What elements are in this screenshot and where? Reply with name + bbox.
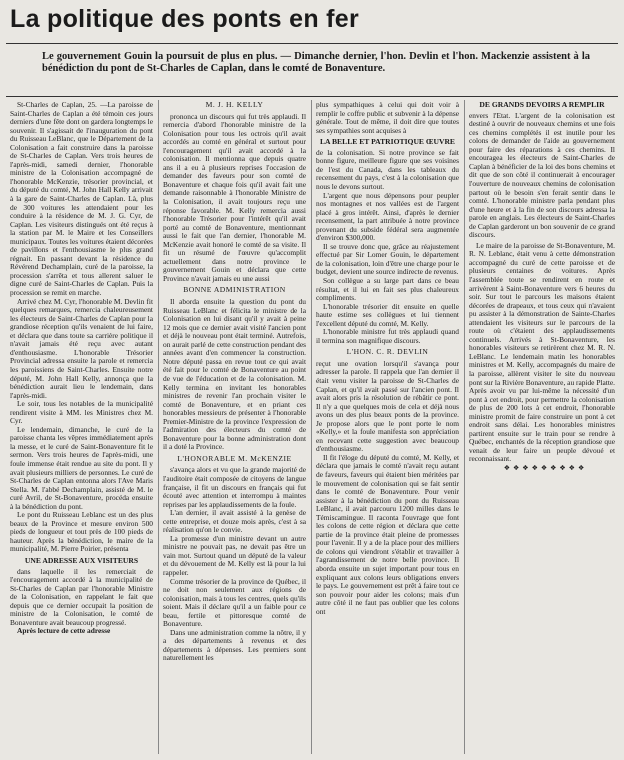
paragraph: dans laquelle il les remerciait de l'encouragement accordé à la municipalité de St-Charles de Caplan par l'honorable Ministre de la Colonisation, en rappelant le fait que depuis que ce dernier occupait la position de ministre de la Colonisation, le comté de Bonaventure avait beaucoup progressé. xyxy=(10,566,153,627)
paragraph: plus sympathiques à celui qui doit voir à remplir le coffre public et subvenir à la dépense générale. Tout de même, il doit dire que toutes ses sympathies sont acquises à xyxy=(316,101,459,135)
subheading: L'HON. C. R. DEVLIN xyxy=(346,347,429,357)
paragraph: La promesse d'un ministre devant un autre ministre ne pouvait pas, ne devait pas être un vain mot. Surtout quand un député de la valeur et du dévouement de M. Kelly est là pour la lui rappeler. xyxy=(163,533,306,577)
column-4 xyxy=(469,101,615,754)
ornament-divider: ❖❖❖❖❖❖❖❖❖ xyxy=(503,464,588,473)
paragraph: de la colonisation. Si notre province se fait bonne figure, meilleure figure que ses voisines de l'est du Canada, dans les tableaux du recensement du pays, c'est à la colonisation que nous le devons surtout. xyxy=(316,147,459,191)
column-divider xyxy=(311,100,312,756)
paragraph: Dans une administration comme la nôtre, il y a des départements à revenus et des départements à dépenses. Les premiers sont naturellement les xyxy=(163,627,306,663)
headline: La politique des ponts en fer xyxy=(10,5,360,33)
page-edge xyxy=(0,754,624,760)
subheading: BONNE ADMINISTRATION xyxy=(183,285,286,295)
column-divider xyxy=(158,100,159,756)
column-1 xyxy=(10,101,153,754)
paragraph: St-Charles de Caplan, 25. —La paroisse de Saint-Charles de Caplan a été témoin ces jours derniers d'une fête dont on gardera longtemps le souvenir. Il s'agissait de l'inauguration du pont du Ruisseau LeBlanc, que le Département de la Colonisation a fait construire dans la paroisse de St-Charles de Caplan. Vers trois heures de l'après-midi, samedi dernier, l'honorable ministre de la Colonisation accompagné de l'honorable McKenzie, trésorier provincial, et du député du comté, M. John Hall Kelly arrivait à la gare de Saint-Charles de Caplan. Là, plus de 300 voitures les attendaient pour les conduire à la résidence de M. J. G. Cyr, de Caplan. Les visiteurs distingués ont été reçus à la station par M. le Maire et les Conseillers municipaux. Toutes les voitures étaient décorées de pavillons et l'enthousiasme le plus grand régnait. En passant devant la résidence du Révérend Dechamplain, curé de la paroisse, la procession s'arrêta et tous allerent saluer le digne curé de Saint-Charles de Caplan. Puis la procession se remit en marche. xyxy=(10,101,153,298)
subheading: L'HONORABLE M. McKENZIE xyxy=(177,453,292,463)
paragraph: Arrivé chez M. Cyr, l'honorable M. Devlin fit quelques remarques, remercia chaleureusement les électeurs de Saint-Charles de Caplan pour la grandiose réception qu'ils venaient de lui faire, et déclara que dans toute sa carrière politique il n'avait jamais été reçu avec autant d'enthousiasme. L'honorable Trésorier Provincial adressa ensuite la parole et remercia les paroissiens de Saint-Charles. Ensuite notre député, M. John Hall Kelly, annonça que la bénédiction aurait lieu le lendemain, dans l'après-midi. xyxy=(10,296,153,400)
paragraph: Le lendemain, dimanche, le curé de la paroisse chanta les vêpres immédiatement après la messe, et le curé de Saint-Bonaventure fit le sermon. Vers trois heures de l'après-midi, une foule immense était rendue au site du pont. Il y avait plusieurs milliers de personnes. Le curé de St-Charles de Caplan entonna alors l'Ave Maris Stella. M. l'abbé Dechamplain, assisté de M. le curé Avril, de St-Bonaventure, procéda ensuite à la bénédiction du pont. xyxy=(10,424,153,511)
column-divider xyxy=(464,100,465,756)
deck: Le gouvernement Gouin la poursuit de plus en plus. — Dimanche dernier, l'hon. Devlin et l'hon. Mackenzie assistent à la bénédiction du pont de St-Charles de Caplan, dans le comté de Bonaventure. xyxy=(42,51,590,74)
paragraph: Il aborda ensuite la question du pont du Ruisseau LeBlanc et félicita le ministre de la Colonisation en lui disant qu'il y avait à peine 12 mois que ce dernier avait visité l'ancien pont et déjà le nouveau pont était terminé. Autrefois, on aurait parlé de cette construction pendant des années avant d'en commencer la construction. Notre député passa en revue tout ce qui avait été fait pour le comté de Bonaventure au point de vue de l'éducation et de la colonisation. M. Kelly termina en invitant les honorables ministres de revenir l'an prochain visiter le comté de Bonaventure, et en priant ces honorables messieurs de présenter à l'honorable Premier-Ministre de la province l'expression de l'admiration des électeurs du comté de Bonaventure pour la bonne administration dont il a doté la Province. xyxy=(163,297,306,452)
paragraph: prononca un discours qui fut très applaudi. Il remercia d'abord l'honorable ministre de la Colonisation pour tous les octrois qu'il avait accordés au comté en général et surtout pour l'encouragement qu'il avait accordé à la colonisation. Il mentionna que depuis quatre ans il a eu à plusieurs reprises l'occasion de demander des faveurs pour son comté de Bonaventure et chaque fois qu'il avait fait une demande raisonnable à l'honorable Ministre de la Colonisation, il avait toujours reçu une réponse favorable. M. Kelly remercia aussi l'honorable Trésorier pour l'intérêt qu'il avait porté au comté de Bonaventure, mentionnant aussi le fait que l'an dernier, l'honorable M. McKenzie avait honoré le comté de sa visite. Il fit un résumé de l'œuvre qu'accomplit actuellement dans notre province le gouvernement Gouin et déclara que cette Province n'avait jamais eu une aussi xyxy=(163,111,306,283)
paragraph: Le maire de la paroisse de St-Bonaventure, M. R. N. Leblanc, était venu à cette démonstration accompagné du curé de cette paroisse et de plusieurs centaines de voitures. Après l'assemblée toute se rendirent en route et arrivèrent à Saint-Bonaventure vers 6 heures du soir. Sur tout le parcours les maisons étaient décorées de drapeaux, et tous ceux qui n'avaient pu assister à la démonstration de Sainte-Charles attendaient les visiteurs sur le parcours de la route où c'étaient des applaudissements continuels. Arrivés à St-Bonaventure, les honorables visiteurs se retirèrent chez M. R. N. LeBlanc. Le lendemain matin les honorables ministres et M. Kelly, accompagnés du maire de la paroisse, allèrent visiter le site du nouveau pont sur la Rivière Bonaventure, au rapide Platte. Après avoir vu par lui-même la nécessité d'un pont à cet endroit, pour permettre la colonisation de plus de 200 lots à cet endroit, l'honorable ministre promit de faire construire un pont à cet endroit sans délai. Les honorables ministres partirent ensuite sur le train pour se rendre à Québec, enchantés de la réception grandiose que venait de leur faire un peuple dévoué et reconnaissant. xyxy=(469,240,615,464)
paragraph: s'avança alors et vu que la grande majorité de l'auditoire était composée de citoyens de langue française, il fit un discours en français qui fut écouté avec attention et interrompu à maintes reprises par les applaudissements de la foule. xyxy=(163,465,306,509)
paragraph: L'an dernier, il avait assisté à la genèse de cette entreprise, et douze mois après, c'est à sa réalisation qu'on le convie. xyxy=(163,508,306,535)
paragraph: Son collègue a su large part dans ce beau résultat, et il lui en fait ses plus chaleureux compliments. xyxy=(316,275,459,303)
paragraph: envers l'Etat. L'argent de la colonisation est destiné à ouvrir de nouveaux chemins et une fois ces chemins complétés il est inutile pour les colons de demander de l'aide au gouvernement pour faire des réparations à ces chemins. Il encouragea les électeurs de Saint-Charles de Caplan à bénéficier de la loi des bons chemins et dit que de son côté il continuerait à encourager l'ouverture de nouveaux chemins de colonisation partout où le besoin s'en ferait sentir dans le comté. L'honorable ministre parla pendant plus d'une heure et à la fin de son discours adressa la parole en anglais. Les électeurs de Saint-Charles de Caplan garderont un bon souvenir de ce grand discours. xyxy=(469,110,615,240)
paragraph: Il fit l'éloge du député du comté, M. Kelly, et déclara que jamais le comté n'avait reçu autant de faveurs, faveurs qui étaient bien méritées par le mouvement de colonisation qui se fait sentir dans le comté de Bonaventure. Pour venir assister à la bénédiction du pont du Ruisseau LeBlanc, il avait parcouru 1200 milles dans le Témiscamingue. Il raconta l'ouvrage que font les colons de cette région et déclara que cette partie de la province était pleine de promesses pour l'avenir. Il y a de la place pour des milliers de colons qui viendront s'établir et travailler à l'agrandissement de notre belle province. Il aborda ensuite un sujet important pour tous en expliquant aux colons leurs obligations envers le pays. Le gouvernement est prêt à faire tout ce son pouvoir pour aider les colons; mais d'un autre côté il ne faut pas oublier que les colons ont xyxy=(316,452,459,616)
paragraph: Comme trésorier de la province de Québec, il ne doit non seulement aux régions de colonisation, mais à tous les centres, quels qu'ils soient. Mais il déclare qu'il a un faible pour ce beau, fertile et pittoresque comté de Bonaventure. xyxy=(163,576,306,629)
paragraph: Le soir, tous les notables de la municipalité rendirent visite à MM. les Ministres chez M. Cyr. xyxy=(10,399,153,426)
paragraph: Le pont du Ruisseau Leblanc est un des plus beaux de la Province et mesure environ 500 pieds de longueur et tout près de 100 pieds de hauteur. Après la bénédiction, le maire de la municipalité, M. Pierre Poirier, présenta xyxy=(10,510,153,554)
headline-rule xyxy=(6,43,618,44)
subheading: M. J. H. KELLY xyxy=(205,101,264,109)
subheading: DE GRANDS DEVOIRS A REMPLIR xyxy=(479,101,605,109)
deck-rule xyxy=(6,96,618,97)
paragraph: reçut une ovation lorsqu'il s'avança pour adresser la parole. Il rappela que l'an dernier il était venu visiter la paroisse de St-Charles de Caplan, et qu'il avait passé sur l'ancien pont. Il avait alors pris la résolution de rébâtir ce pont. Il n'y a que quelques mois de cela et déjà nous avons un des plus beaux ponts de la province. Je propose alors que le pont porte le nom «Kelly,» et la foule manifesta son appréciation en recevant cette suggestion avec beaucoup d'enthousiasme. xyxy=(316,358,459,454)
subheading: LA BELLE ET PATRIOTIQUE ŒUVRE xyxy=(319,137,456,147)
subheading: UNE ADRESSE AUX VISITEURS xyxy=(24,555,139,565)
paragraph: Il se trouve donc que, grâce au réajustement effectué par Sir Lomer Gouin, le département de la colonisation, loin d'être une charge pour le budget, devient une source indirecte de revenus. xyxy=(316,241,459,277)
paragraph: L'honorable trésorier dit ensuite en quelle haute estime ses collègues et lui tiennent l'excellent député du comté, M. Kelly. xyxy=(316,301,459,328)
paragraph: L'honorable ministre fut très applaudi quand il termina son magnifique discours. xyxy=(316,327,459,345)
paragraph: Après lecture de cette adresse xyxy=(17,626,111,636)
paragraph: L'argent que nous dépensons pour peupler nos montagnes et nos vallées est de l'argent placé à gros intérêt. Ainsi, d'après le dernier recensement, la part attribuée à notre province provenant du subside fédéral sera augmentée d'environ $300,000. xyxy=(316,190,459,243)
column-2 xyxy=(163,101,306,754)
column-3 xyxy=(316,101,459,754)
